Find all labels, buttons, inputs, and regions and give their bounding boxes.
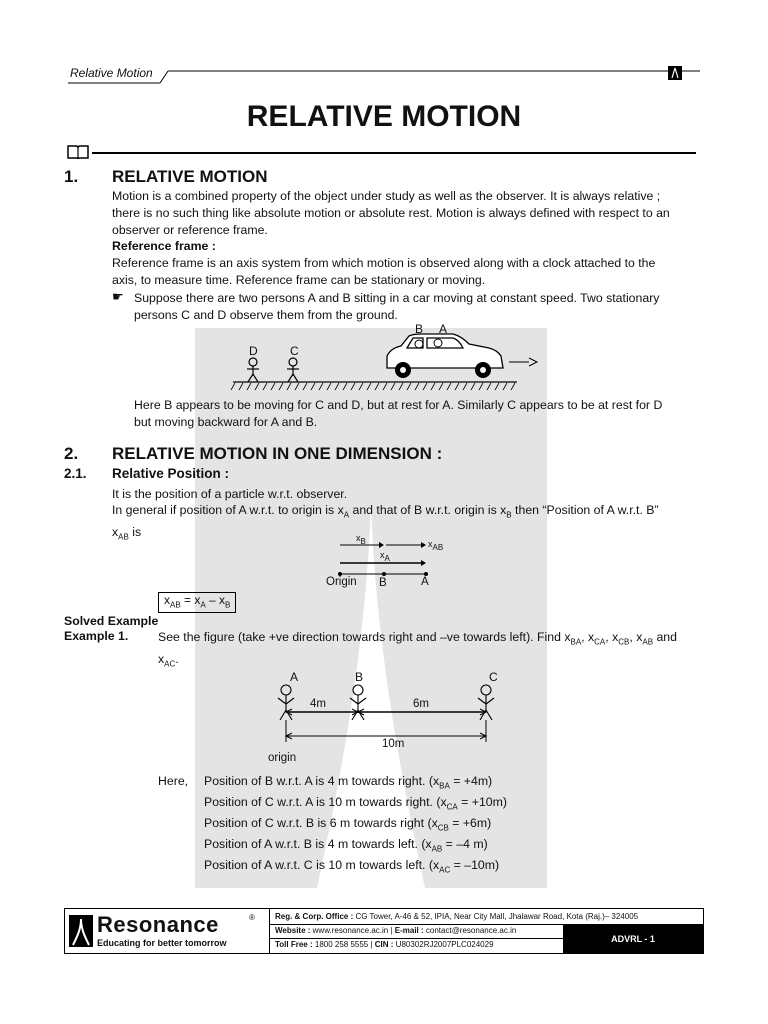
fig-xa-label: $x_A$ bbox=[380, 550, 390, 563]
footer-line-2 bbox=[269, 938, 563, 939]
ex-fig-label-a: A bbox=[290, 670, 299, 684]
section-2-number: 2. bbox=[64, 444, 79, 463]
ex-fig-label-c: C bbox=[489, 670, 498, 684]
ex-fig-label-origin: origin bbox=[268, 752, 297, 764]
fig-label-b: B bbox=[415, 322, 424, 336]
resonance-logo-icon bbox=[69, 915, 93, 947]
brand-tagline: Educating for better tomorrow bbox=[97, 938, 227, 948]
fig-origin-label: Origin bbox=[326, 576, 357, 588]
subsection-heading: Relative Position : bbox=[112, 466, 230, 481]
s1-paragraph-2: Reference frame is an axis system from which motion is observed along with a clock attached to the axis, to measure time. Reference frame can be stationary or moving. bbox=[112, 256, 656, 287]
ex-fig-label-6m: 6m bbox=[413, 698, 429, 710]
car-observers-figure bbox=[225, 322, 545, 394]
header-section-label: Relative Motion bbox=[70, 66, 153, 80]
footer bbox=[64, 908, 704, 954]
answer-row-3: Position of C w.r.t. B is 6 m towards right $(x_{CB} = +6m)$ bbox=[204, 816, 492, 833]
footer-divider bbox=[269, 909, 270, 953]
page-code-badge: ADVRL - 1 bbox=[563, 925, 703, 953]
solved-example-label: Solved Example bbox=[64, 614, 159, 628]
answer-row-4: Position of A w.r.t. B is 4 m towards left. ($x_{AB} = -4$ m) bbox=[204, 837, 488, 854]
answer-row-1: Position of B w.r.t. A is 4 m towards right. $(x_{BA} = +4m)$ bbox=[204, 774, 493, 791]
example-number: Example 1. bbox=[64, 629, 129, 643]
page-title: RELATIVE MOTION bbox=[246, 100, 522, 133]
ex-fig-label-b: B bbox=[355, 670, 364, 684]
s2-paragraph-1: It is the position of a particle w.r.t. observer. bbox=[112, 487, 348, 501]
section-2-heading: RELATIVE MOTION IN ONE DIMENSION : bbox=[112, 444, 443, 463]
s1-paragraph-3: Here B appears to be moving for C and D, but at rest for A. Similarly C appears to be at rest for D but moving backward for A and B. bbox=[134, 398, 663, 429]
pointing-hand-icon: ☛ bbox=[112, 289, 124, 304]
footer-office: Reg. & Corp. Office : CG Tower, A-46 & 52, IPIA, Near City Mall, Jhalawar Road, Kota (Raj.)– 324005 bbox=[275, 912, 639, 921]
brand-name: Resonance bbox=[97, 912, 219, 937]
s1-paragraph-1: Motion is a combined property of the object under study as well as the observer. It is always relative ; there is no such thing like absolute motion or absolute rest. Motion is always defined with respect to an observer or reference frame. bbox=[112, 189, 670, 237]
ex-fig-label-4m: 4m bbox=[310, 698, 326, 710]
fig-b-label: B bbox=[379, 577, 387, 589]
example-question: See the figure (take +ve direction towards right and –ve towards left). Find $x_{BA}$, $x_{CA}$, $x_{CB}$, $x_{AB}$ and $x_{AC}$. bbox=[158, 630, 677, 669]
here-label: Here, bbox=[158, 774, 189, 788]
fig-label-a: A bbox=[439, 322, 448, 336]
relative-position-equation: $x_{AB} = x_A - x_B$ bbox=[158, 592, 236, 613]
fig-a-label: A bbox=[421, 576, 429, 588]
section-1-number: 1. bbox=[64, 167, 79, 186]
brand-registered-mark: ® bbox=[249, 913, 255, 922]
header-rule bbox=[64, 66, 704, 86]
answer-row-5: Position of A w.r.t. C is 10 m towards left. $(x_{AC} = -10m)$ bbox=[204, 858, 500, 875]
fig-xab-label: $x_{AB}$ bbox=[428, 539, 444, 552]
s1-bullet: Suppose there are two persons A and B sitting in a car moving at constant speed. Two stationary persons C and D observe them from the ground. bbox=[134, 291, 660, 322]
section-1-heading: RELATIVE MOTION bbox=[112, 167, 268, 186]
subsection-number: 2.1. bbox=[64, 466, 87, 481]
fig-xb-label: $x_B$ bbox=[356, 533, 366, 546]
ex-fig-label-10m: 10m bbox=[382, 738, 405, 750]
answer-row-2: Position of C w.r.t. A is 10 m towards right. $(x_{CA} = +10m)$ bbox=[204, 795, 507, 812]
footer-website: Website : www.resonance.ac.in | E-mail : contact@resonance.ac.in bbox=[275, 926, 517, 935]
s2-paragraph-2: In general if position of A w.r.t. to origin is $x_A$ and that of B w.r.t. origin is $x_B$ then “Position of A w.r.t. B” $x_{AB}$ is bbox=[112, 503, 659, 542]
book-icon bbox=[66, 144, 90, 160]
reference-frame-heading: Reference frame : bbox=[112, 239, 216, 253]
fig-label-d: D bbox=[249, 344, 258, 358]
title-rule bbox=[92, 152, 696, 154]
footer-tollfree: Toll Free : 1800 258 5555 | CIN : U80302RJ2007PLC024029 bbox=[275, 940, 494, 949]
fig-label-c: C bbox=[290, 344, 299, 358]
